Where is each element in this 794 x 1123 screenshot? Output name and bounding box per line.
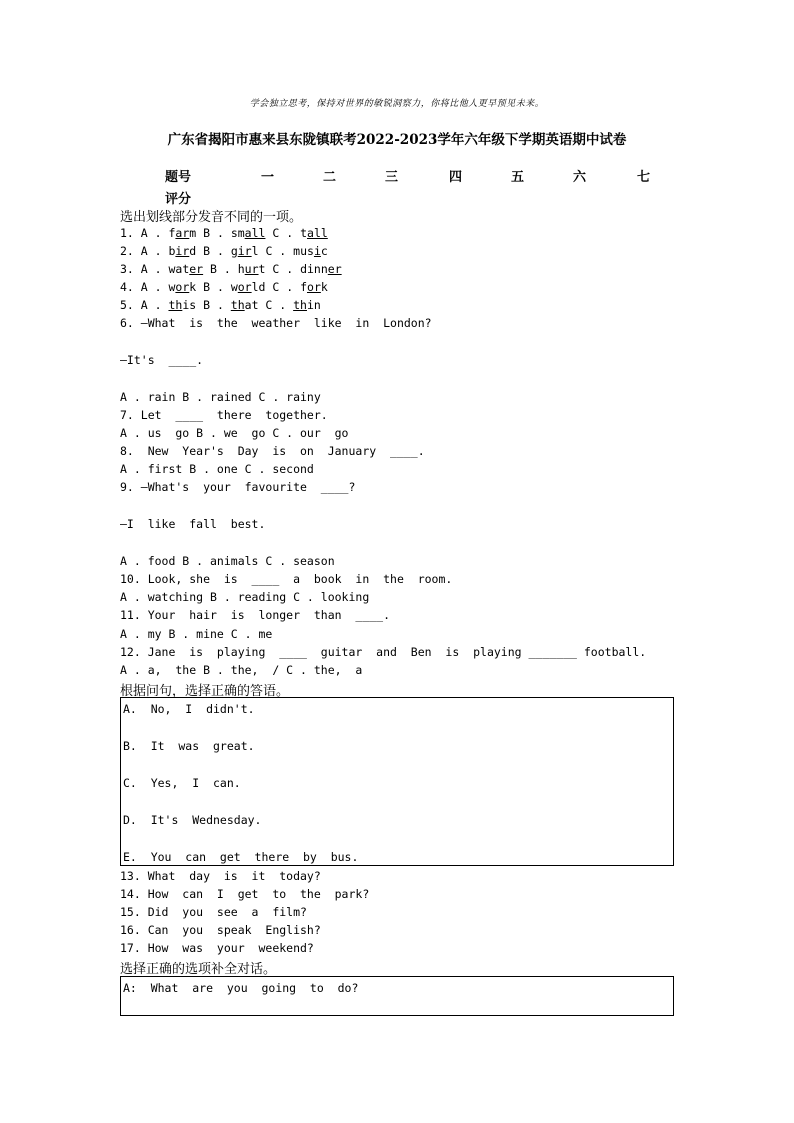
question-7: 7. Let ____ there together. [120,408,328,422]
question-15: 15. Did you see a film? [120,905,307,919]
answer-option-d: D. It's Wednesday. [123,813,262,827]
question-17: 17. How was your weekend? [120,941,314,955]
question-3: 3. A . water B . hurt C . dinner [120,262,342,276]
score-col-5: 五 [511,170,525,185]
question-14: 14. How can I get to the park? [120,887,370,901]
dialogue-box [120,976,674,1016]
question-8: 8. New Year's Day is on January ____. [120,444,425,458]
exam-title: 广东省揭阳市惠来县东陇镇联考2022-2023学年六年级下学期英语期中试卷 [167,132,627,148]
question-4: 4. A . work B . world C . fork [120,280,328,294]
question-9-options: A . food B . animals C . season [120,554,335,568]
question-11-options: A . my B . mine C . me [120,627,273,641]
score-table-score-row [165,188,665,206]
question-9-reply: —I like fall best. [120,517,266,531]
answer-option-e: E. You can get there by bus. [123,850,359,864]
question-6: 6. —What is the weather like in London? [120,316,432,330]
section2-heading: 根据问句，选择正确的答语。 [120,684,290,699]
answer-option-b: B. It was great. [123,739,255,753]
question-2: 2. A . bird B . girl C . music [120,244,328,258]
section1-heading: 选出划线部分发音不同的一项。 [120,210,303,225]
question-9: 9. —What's your favourite ____? [120,480,356,494]
question-7-options: A . us go B . we go C . our go [120,426,349,440]
dialogue-line-a: A: What are you going to do? [123,981,359,995]
answer-options-box [120,697,674,866]
question-13: 13. What day is it today? [120,869,321,883]
score-col-2: 二 [323,170,337,185]
score-table-row-label: 评分 [165,192,192,207]
score-col-3: 三 [385,170,399,185]
question-12-options: A . a, the B . the, / C . the, a [120,663,363,677]
score-col-7: 七 [637,170,651,185]
section3-heading: 选择正确的选项补全对话。 [120,962,277,977]
question-12: 12. Jane is playing ____ guitar and Ben is playing _______ football. [120,645,647,659]
question-16: 16. Can you speak English? [120,923,321,937]
question-10: 10. Look, she is ____ a book in the room. [120,572,453,586]
question-6-reply: —It's ____. [120,353,204,367]
question-1: 1. A . farm B . small C . tall [120,226,328,240]
question-5: 5. A . this B . that C . thin [120,298,321,312]
answer-option-c: C. Yes, I can. [123,776,241,790]
answer-option-a: A. No, I didn't. [123,702,255,716]
motto: 学会独立思考，保持对世界的敏锐洞察力，你将比他人更早预见未来。 [249,99,545,109]
question-6-options: A . rain B . rained C . rainy [120,390,321,404]
question-10-options: A . watching B . reading C . looking [120,590,370,604]
question-8-options: A . first B . one C . second [120,462,314,476]
score-table-header-row [165,166,665,188]
question-11: 11. Your hair is longer than ____. [120,608,391,622]
score-col-1: 一 [261,170,275,185]
score-table-header-label: 题号 [165,170,192,185]
score-col-6: 六 [573,170,587,185]
score-col-4: 四 [449,170,463,185]
score-table [165,166,665,206]
